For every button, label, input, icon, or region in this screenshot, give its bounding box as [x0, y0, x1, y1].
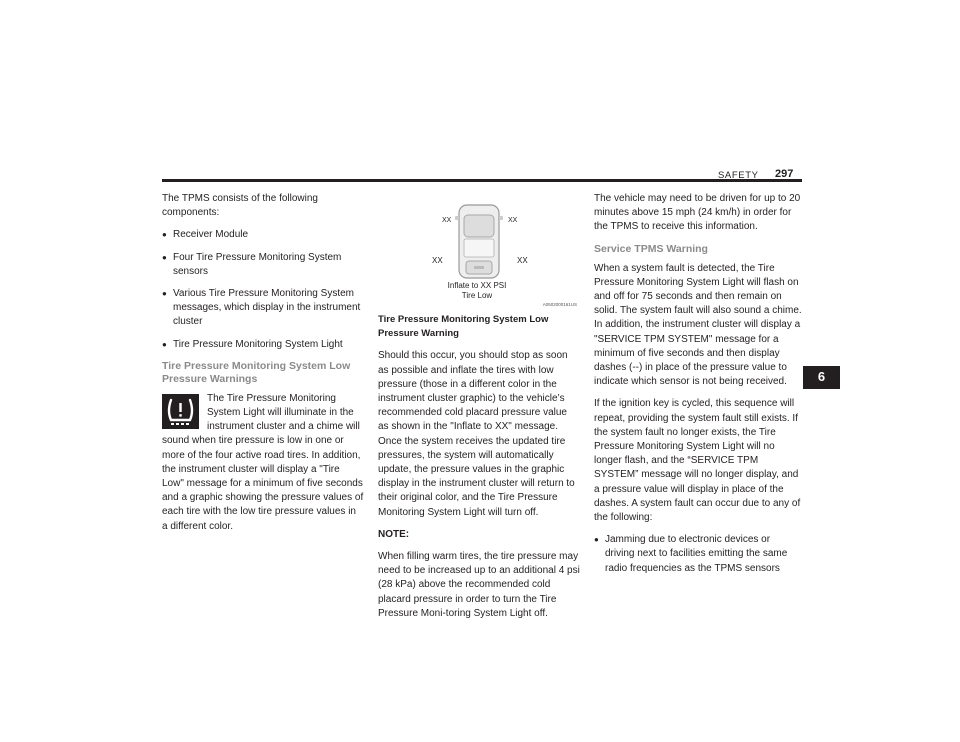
image-code: A0502000161US [542, 302, 577, 307]
list-item: ● Receiver Module [162, 228, 364, 242]
rear-left-pressure: XX [432, 256, 443, 265]
drive-text: The vehicle may need to be driven for up to 20 minutes above 15 mph (24 km/h) in order for the TPMS to receive this information. [594, 193, 801, 233]
components-intro: The TPMS consists of the following components: [162, 193, 318, 219]
column-1 [162, 192, 364, 542]
rear-right-pressure: XX [517, 256, 528, 265]
section-title: SAFETY [718, 170, 759, 181]
note-label: NOTE: [378, 528, 410, 540]
low-pressure-heading: Tire Pressure Monitoring System Low Pressure Warnings [162, 359, 351, 385]
tire-low-message: Tire Low [461, 291, 493, 300]
fault-causes-list [594, 533, 802, 576]
ignition-cycle-text: If the ignition key is cycled, this sequence will repeat, providing the system fault still exists. If the system fault no longer exists, the Tire Pressure Monitoring System Light will no longer flash, and the “SERVICE TPM SYSTEM” message will no longer display, and a pressure value will display in place of the dashes. A system fault can occur due to any of the following: [594, 398, 801, 524]
list-item: ● Various Tire Pressure Monitoring System messages, which display in the instrument cluster [162, 287, 364, 330]
header-rule [162, 179, 802, 182]
page-number: 297 [775, 168, 794, 180]
tpms-warning-icon [162, 394, 199, 429]
front-left-pressure: XX [442, 217, 452, 224]
figure-caption: Tire Pressure Monitoring System Low Pressure Warning [378, 314, 549, 340]
components-list [162, 228, 364, 351]
service-tpms-heading: Service TPMS Warning [594, 242, 708, 255]
note-text: When filling warm tires, the tire pressure may need to be increased up to an additional 4 psi (28 kPa) above the recommended cold placard pressure in order to turn the Tire Pressure Moni-toring System Light off. [378, 551, 580, 619]
inflate-message: Inflate to XX PSI [447, 281, 507, 290]
list-item: ● Tire Pressure Monitoring System Light [162, 338, 364, 352]
column-2 [378, 197, 580, 629]
column-3 [594, 192, 802, 584]
stop-inflate-text: Should this occur, you should stop as soon as possible and inflate the tires with low pressure (those in a different color in the instrument cluster graphic) to the vehicle’s recommended cold placard pressure value as shown in the "Inflate to XX" message. Once the system receives the updated tire pressures, the system will automatically update, the pressure values in the graphic display in the instrument cluster will return to their original color, and the Tire Pressure Monitoring System Light will turn off. [378, 350, 575, 518]
list-item: ● Four Tire Pressure Monitoring System sensors [162, 251, 364, 279]
chapter-tab [803, 366, 840, 389]
low-pressure-text: The Tire Pressure Monitoring System Light will illuminate in the instrument cluster and a chime will sound when tire pressure is low in one or more of the four active road tires. In addition, the instrument cluster will display a "Tire Low" message for a minimum of five seconds and a graphic showing the pressure values of each tire with the low tire pressure values in a different color. [162, 392, 364, 532]
service-tpms-text: When a system fault is detected, the Tire Pressure Monitoring System Light will flash on and off for 75 seconds and then remain on solid. The system fault will also sound a chime. In addition, the instrument cluster will display a "SERVICE TPM SYSTEM" message for a minimum of five seconds and then display dashes (--) in place of the pressure value to indicate which sensor is not being received. [594, 262, 802, 388]
chapter-number: 6 [817, 369, 826, 384]
tire-pressure-figure [378, 197, 580, 307]
list-item: ● Jamming due to electronic devices or driving next to facilities emitting the same radio frequencies as the TPMS sensors [594, 533, 802, 576]
front-right-pressure: XX [508, 217, 518, 224]
